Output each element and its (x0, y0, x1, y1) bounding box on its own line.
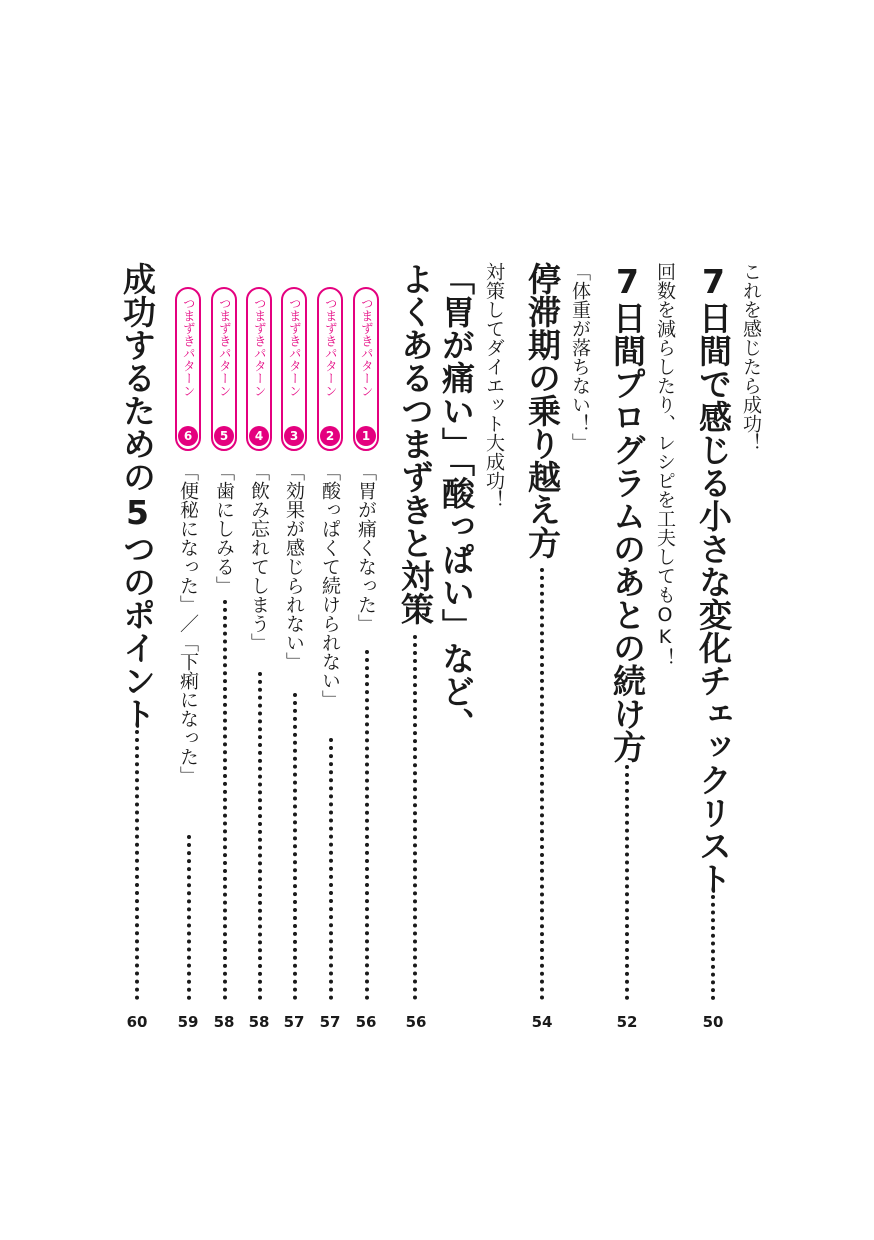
pattern-6-badge (175, 287, 201, 451)
pattern-2-number: 2 (320, 426, 340, 446)
pattern-1-leader (365, 650, 369, 1000)
entry-3-title[interactable]: 停滞期の乗り越え方 (523, 262, 562, 559)
entry-2-leader (625, 765, 629, 1000)
pattern-3-text[interactable]: 「効果が感じられない」 (283, 462, 305, 671)
entry-1-title[interactable]: 7日間で感じる小さな変化チェックリスト (694, 262, 733, 895)
pattern-1-badge (353, 287, 379, 451)
entry-2-page[interactable]: 52 (616, 1013, 638, 1031)
entry-4-title-line1[interactable]: 「胃が痛い」「酸っぱい」など、 (437, 262, 476, 741)
entry-4-page[interactable]: 56 (405, 1013, 427, 1031)
entry-2-lead: 回数を減らしたり、レシピを工夫してもOK！ (654, 262, 676, 667)
pattern-3-page[interactable]: 57 (283, 1013, 305, 1031)
pattern-6-leader (187, 835, 191, 1000)
entry-1-lead: これを感じたら成功！ (740, 262, 762, 452)
entry-1-page[interactable]: 50 (702, 1013, 724, 1031)
pattern-3-label: つまずきパターン (287, 297, 303, 397)
pattern-2-label: つまずきパターン (323, 297, 339, 397)
entry-5-title[interactable]: 成功するための5つのポイント (118, 262, 157, 730)
entry-5-leader (135, 730, 139, 1000)
pattern-6-number: 6 (178, 426, 198, 446)
pattern-6-label: つまずきパターン (181, 297, 197, 397)
pattern-4-label: つまずきパターン (252, 297, 268, 397)
pattern-2-badge (317, 287, 343, 451)
pattern-4-number: 4 (249, 426, 269, 446)
pattern-4-badge (246, 287, 272, 451)
entry-2-title[interactable]: 7日間プログラムのあとの続け方 (608, 262, 647, 763)
entry-4-leader (413, 635, 417, 1000)
pattern-6-page[interactable]: 59 (177, 1013, 199, 1031)
pattern-4-page[interactable]: 58 (248, 1013, 270, 1031)
pattern-4-text[interactable]: 「飲み忘れてしまう」 (248, 462, 270, 652)
entry-4-title-line2[interactable]: よくあるつまずきと対策 (396, 262, 435, 625)
pattern-5-page[interactable]: 58 (213, 1013, 235, 1031)
pattern-5-number: 5 (214, 426, 234, 446)
pattern-6-text[interactable]: 「便秘になった」／「下痢になった」 (177, 462, 199, 785)
pattern-5-leader (223, 600, 227, 1000)
entry-5-page[interactable]: 60 (126, 1013, 148, 1031)
pattern-1-label: つまずきパターン (359, 297, 375, 397)
entry-1-leader (711, 895, 715, 1000)
pattern-1-text[interactable]: 「胃が痛くなった」 (355, 462, 377, 633)
pattern-3-badge (281, 287, 307, 451)
pattern-2-leader (329, 738, 333, 1000)
pattern-2-text[interactable]: 「酸っぱくて続けられない」 (319, 462, 341, 709)
pattern-5-badge (211, 287, 237, 451)
pattern-4-leader (258, 672, 262, 1000)
pattern-1-number: 1 (356, 426, 376, 446)
entry-4-lead: 対策してダイエット大成功！ (483, 262, 505, 509)
entry-3-lead: 「体重が落ちない！」 (569, 262, 591, 452)
pattern-1-page[interactable]: 56 (355, 1013, 377, 1031)
pattern-3-leader (293, 693, 297, 1000)
pattern-3-number: 3 (284, 426, 304, 446)
entry-3-page[interactable]: 54 (531, 1013, 553, 1031)
pattern-5-text[interactable]: 「歯にしみる」 (213, 462, 235, 595)
pattern-2-page[interactable]: 57 (319, 1013, 341, 1031)
pattern-5-label: つまずきパターン (217, 297, 233, 397)
entry-3-leader (540, 568, 544, 1000)
